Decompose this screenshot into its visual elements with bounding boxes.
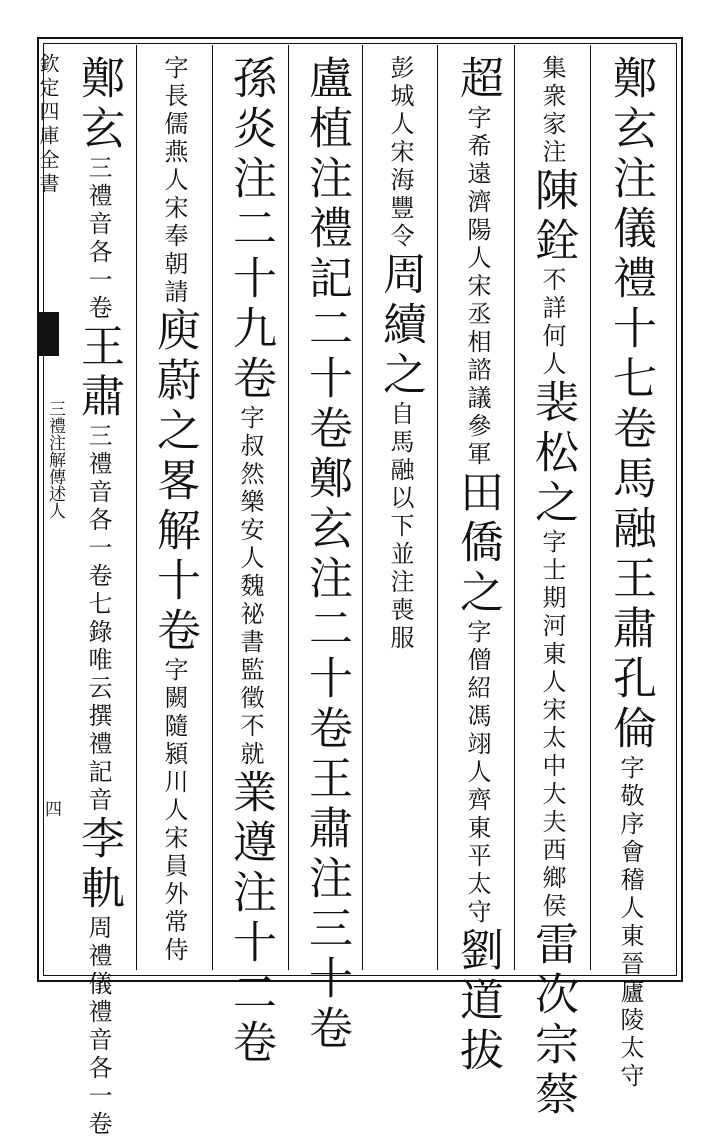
column-rule [514,45,515,970]
text-column-8 [68,55,128,1139]
column-rule [136,45,137,970]
center-title: 三禮注解傳述人 [45,400,65,519]
column-main-text: 鄭玄注儀禮十七卷馬融王肅孔倫 [605,55,656,755]
column-annotation: 字闕隨潁川人宋員外常侍 [160,657,188,965]
column-main-text: 劉道拔 [452,927,503,1077]
column-annotation: 三禮音各一卷 [84,155,112,323]
text-column-3 [447,55,507,1077]
column-main-text: 雷次宗蔡 [527,921,578,1121]
text-column-6 [220,55,280,1069]
fishtail-mark [37,312,59,356]
column-annotation: 三禮音各一卷七錄唯云撰禮記音 [84,423,112,815]
column-main-text: 業遵注十二卷 [225,769,276,1069]
column-annotation: 字長儒燕人宋奉朝請 [160,55,188,307]
column-rule [437,45,438,970]
column-annotation: 字叔然樂安人魏祕書監徵不就 [236,405,264,769]
column-main-text: 孫炎注二十九卷 [225,55,276,405]
column-rule [590,45,591,970]
running-head: 欽定四庫全書 [36,53,60,197]
text-column-7 [144,55,204,970]
column-main-text: 盧植注禮記二十卷鄭玄注二十卷王肅注三十卷 [301,55,352,1055]
column-rule [288,45,289,970]
text-column-1 [600,55,660,1091]
column-main-text: 王肅 [73,323,124,423]
column-annotation: 彭城人宋海豐令 [386,55,414,251]
column-annotation: 不詳何人 [538,267,566,379]
column-rule [212,45,213,970]
page-frame [37,37,683,982]
column-main-text: 庾蔚之畧解十卷 [149,307,200,657]
column-main-text: 周續之 [375,251,426,401]
page-number: 四 [41,800,61,817]
column-main-text: 陳銓 [527,167,578,267]
column-rule [362,45,363,970]
column-main-text: 鄭玄 [73,55,124,155]
column-main-text: 裴松之 [527,379,578,529]
column-annotation: 字士期河東人宋太中大夫西鄉侯 [538,529,566,921]
column-main-text: 李軌 [73,815,124,915]
column-annotation: 周禮儀禮音各一卷 [84,915,112,1139]
column-annotation: 字僧紹馮翊人齊東平太守 [463,619,491,927]
text-column-4 [370,55,430,970]
column-annotation: 集衆家注 [538,55,566,167]
text-column-2 [522,55,582,1121]
column-annotation: 字希遠濟陽人宋丞相諮議參軍 [463,105,491,469]
column-main-text: 田僑之 [452,469,503,619]
column-annotation: 字敬序會稽人東晉廬陵太守 [616,755,644,1091]
column-main-text: 超 [452,55,503,105]
text-column-5 [296,55,356,1055]
column-annotation: 自馬融以下並注喪服 [386,401,414,653]
